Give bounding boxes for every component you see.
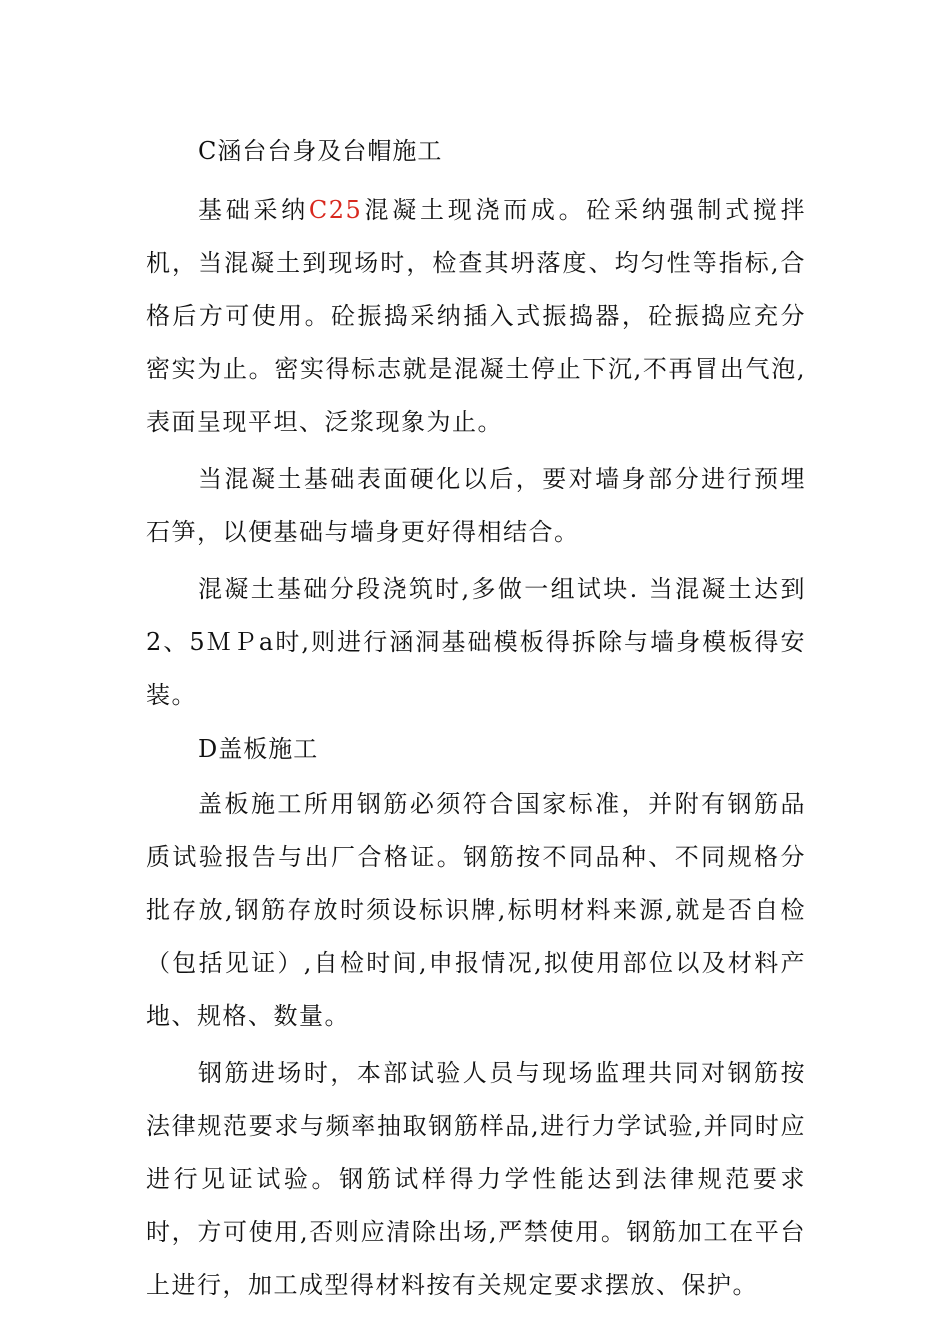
document-body xyxy=(146,128,806,1316)
section-c-paragraph-2: 当混凝土基础表面硬化以后，要对墙身部分进行预埋石笋，以便基础与墙身更好得相结合。 xyxy=(146,465,806,546)
section-c-paragraph-1 xyxy=(146,184,806,449)
concrete-grade-highlight: C25 xyxy=(308,196,363,224)
section-d-paragraph-2: 钢筋进场时，本部试验人员与现场监理共同对钢筋按法律规范要求与频率抽取钢筋样品,进行力学试验,并同时应进行见证试验。钢筋试样得力学性能达到法律规范要求时，方可使用,否则应清除出场,严禁使用。钢筋加工在平台上进行，加工成型得材料按有关规定要求摆放、保护。 xyxy=(146,1059,806,1299)
paragraph-text-after: 混凝土现浇而成。砼采纳强制式搅拌机，当混凝土到现场时，检查其坍落度、均匀性等指标,合格后方可使用。砼振捣采纳插入式振捣器，砼振捣应充分密实为止。密实得标志就是混凝土停止下沉,不再冒出气泡,表面呈现平坦、泛浆现象为止。 xyxy=(146,196,807,436)
section-d-paragraph-1: 盖板施工所用钢筋必须符合国家标准，并附有钢筋品质试验报告与出厂合格证。钢筋按不同品种、不同规格分批存放,钢筋存放时须设标识牌,标明材料来源,就是否自检（包括见证）,自检时间,申报情况,拟使用部位以及材料产地、规格、数量。 xyxy=(146,790,806,1030)
section-c-paragraph-3: 混凝土基础分段浇筑时,多做一组试块. 当混凝土达到2、5ＭＰa时,则进行涵洞基础模板得拆除与墙身模板得安装。 xyxy=(146,575,806,709)
section-c-heading: C涵台台身及台帽施工 xyxy=(198,137,443,165)
section-d-heading: D盖板施工 xyxy=(198,735,319,763)
paragraph-text-before: 基础采纳 xyxy=(198,196,309,224)
